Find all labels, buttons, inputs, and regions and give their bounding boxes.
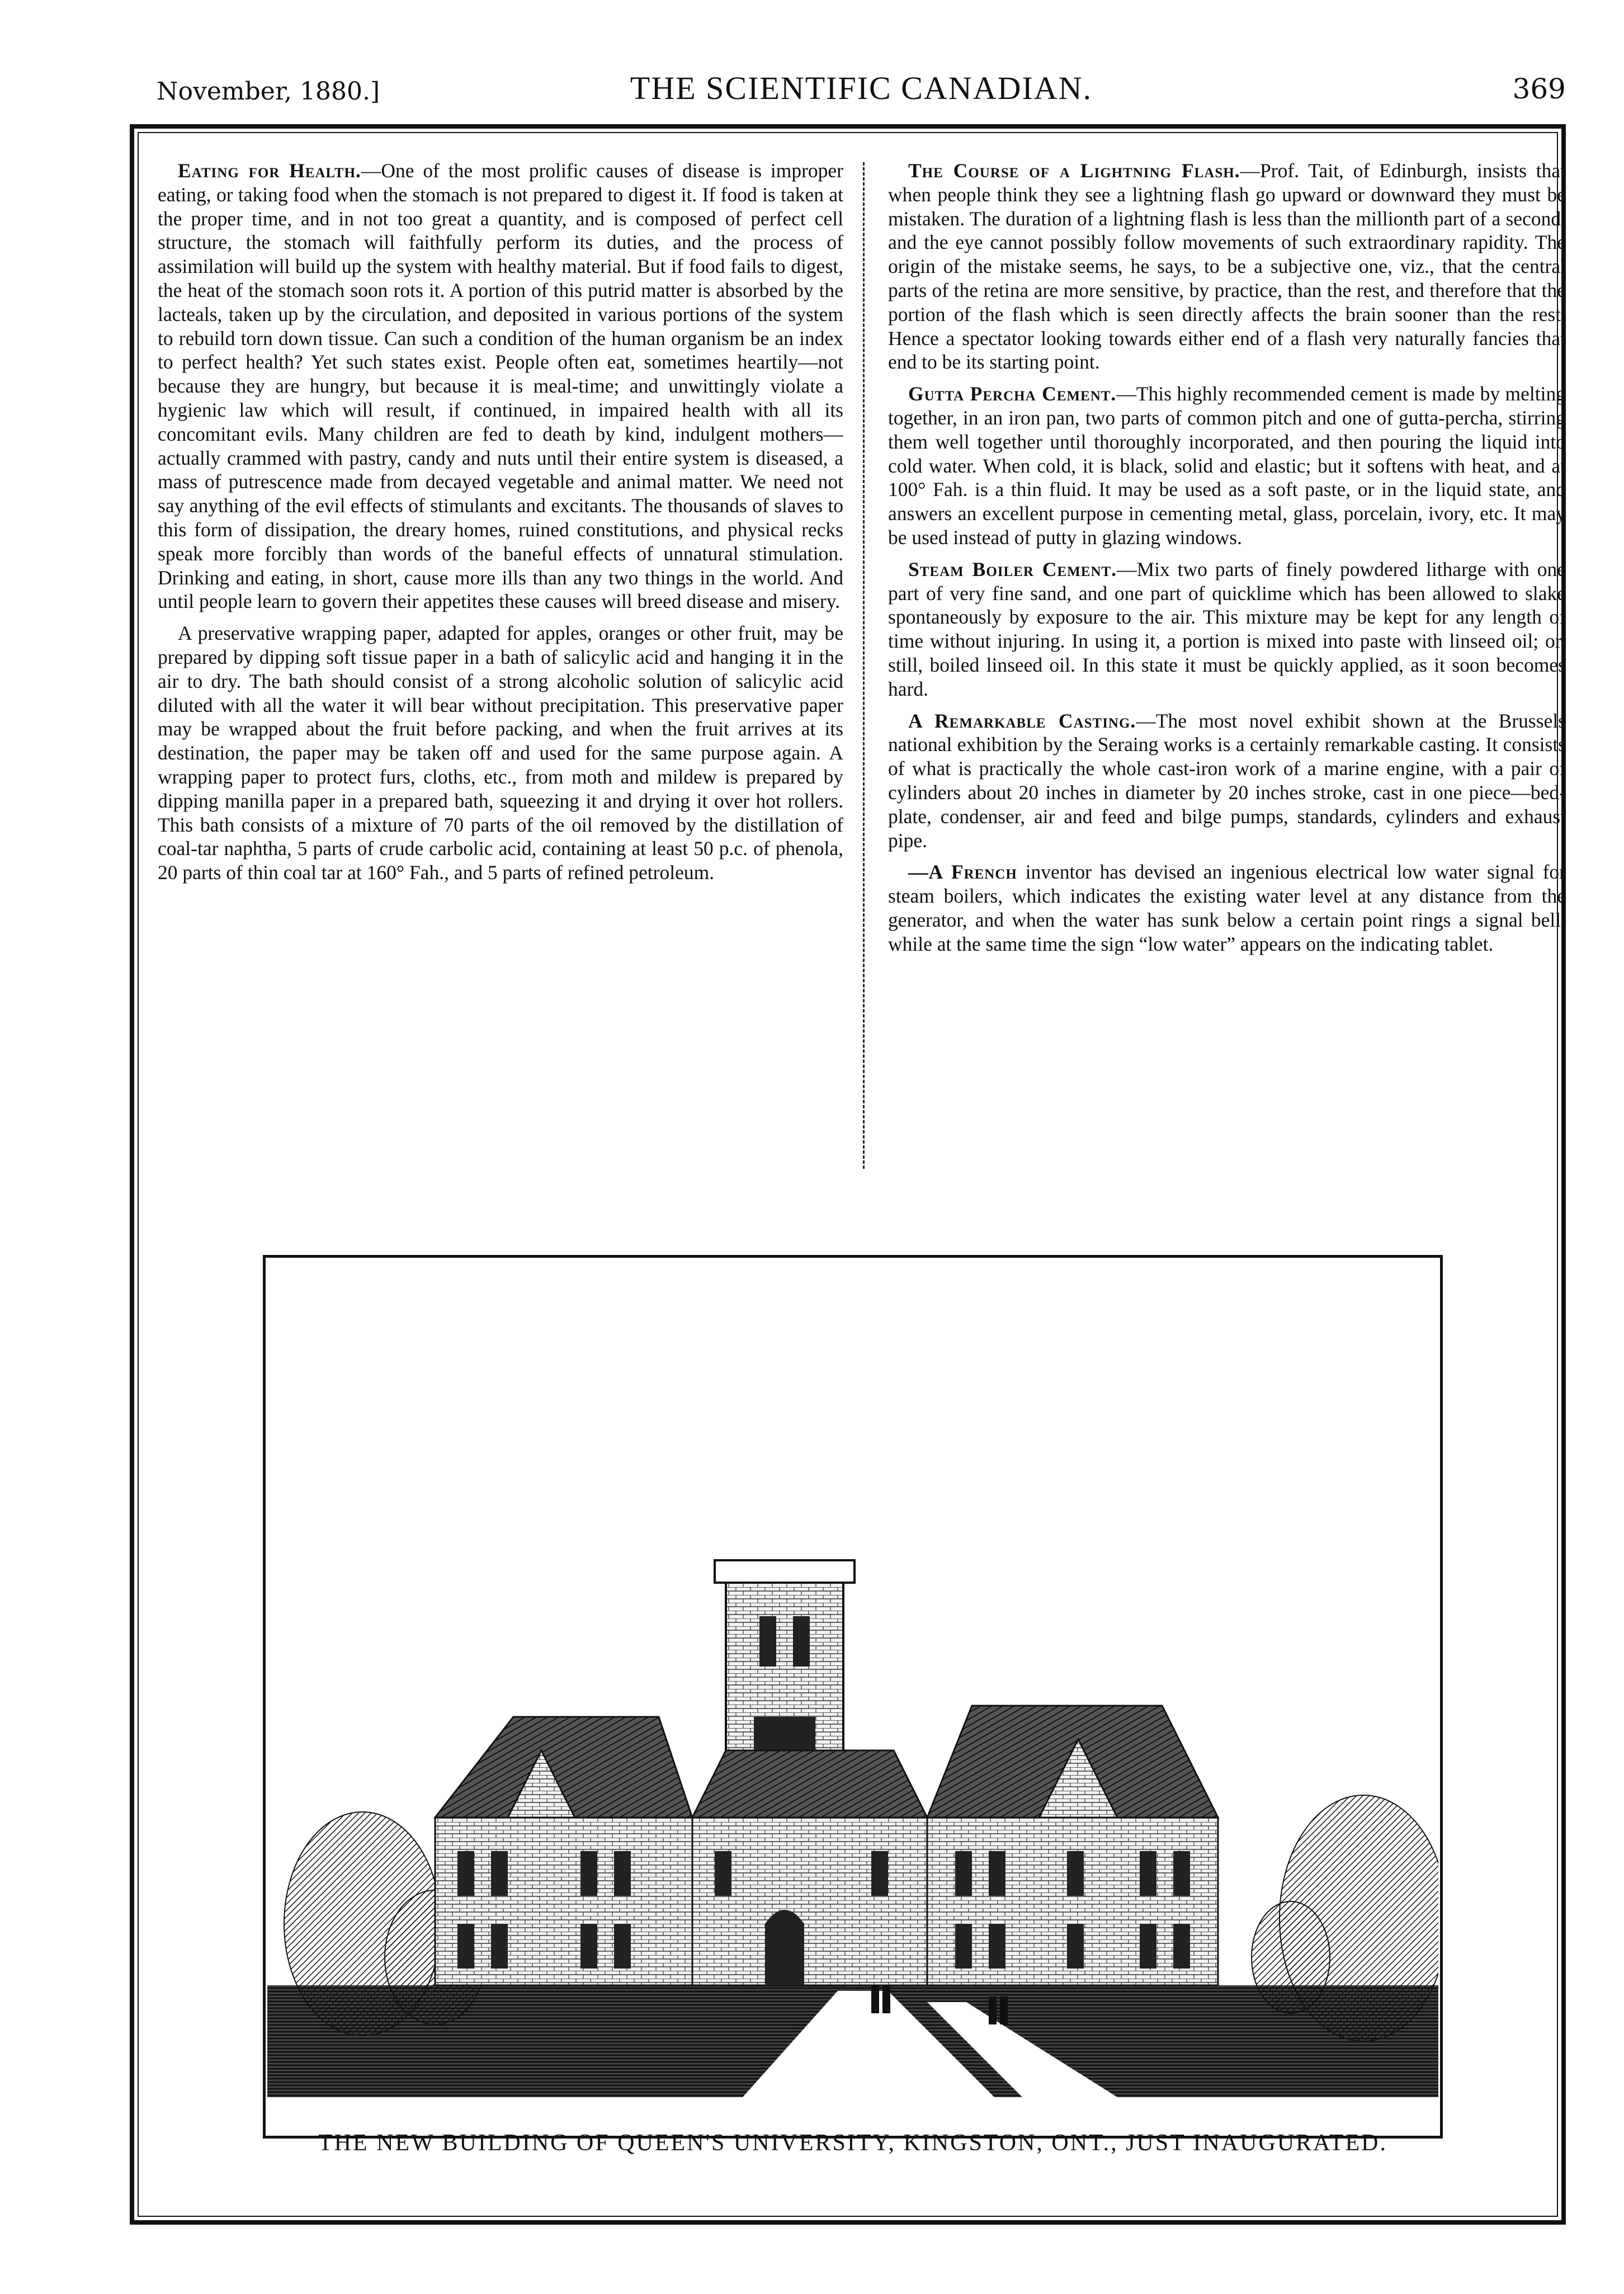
article-remarkable-casting: [888, 709, 1566, 853]
article-body: inventor has devised an ingenious electrical low water signal for steam boilers, which indicates the existing water level at any distance from the generator, and when the water has sunk below a certain point rings a signal bell, while at the same time the sign “low water” appears on the indicating tablet.: [888, 861, 1566, 955]
article-body: —Prof. Tait, of Edinburgh, insists that when people think they see a lightning flash go upward or downward they must be mistaken. The duration of a lightning flash is less than the millionth part of a second, and the eye cannot possibly follow movements of such extraordinary rapidity. The origin of the mistake seems, he says, to be a subjective one, viz., that the central parts of the retina are more sensitive, by practice, than the rest, and therefore that the portion of the flash which is seen directly affects the brain sooner than the rest. Hence a spectator looking towards either end of a flash very naturally fancies that end to be its starting point.: [888, 159, 1566, 374]
article-heading: The Course of a Lightning Flash.: [908, 159, 1240, 182]
tower-parapet: [715, 1560, 855, 1583]
article-heading: A Remarkable Casting.: [908, 709, 1136, 732]
queens-university-engraving: [267, 1258, 1438, 2097]
article-body: —This highly recommended cement is made by melting together, in an iron pan, two parts of common pitch and one of gutta-percha, stirring them well together until thoroughly incorporated, and then pouring the liquid into cold water. When cold, it is black, solid and elastic; but it softens with heat, and at 100° Fah. is a thin fluid. It may be used as a soft paste, or in the liquid state, and answers an excellent purpose in cementing metal, glass, porcelain, ivory, etc. It may be used instead of putty in glazing windows.: [888, 383, 1566, 549]
article-body: A preservative wrapping paper, adapted for apples, oranges or other fruit, may be prepared by dipping soft tissue paper in a bath of salicylic acid and hanging it in the air to dry. The bath should consist of a strong alcoholic solution of salicylic acid diluted with all the water it will bear without precipitation. This preservative paper may be wrapped about the fruit before packing, and when the fruit arrives at its destination, the paper may be taken off and used for the same purpose again. A wrapping paper to protect furs, cloths, etc., from moth and mildew is prepared by dipping manilla paper in a prepared bath, squeezing it and drying it over hot rollers. This bath consists of a mixture of 70 parts of the oil removed by the distillation of coal-tar naphtha, 5 parts of crude carbolic acid, containing at least 50 p.c. of phenola, 20 parts of thin coal tar at 160° Fah., and 5 parts of refined petroleum.: [158, 622, 843, 884]
article-low-water-signal: [888, 860, 1566, 956]
article-gutta-percha-cement: [888, 382, 1566, 550]
centre-wall: [692, 1818, 927, 1985]
column-rule: [863, 162, 865, 1169]
running-head: [157, 67, 1566, 112]
article-lightning-flash: [888, 159, 1566, 374]
article-steam-boiler-cement: [888, 558, 1566, 701]
article-heading: Gutta Percha Cement.: [908, 383, 1117, 405]
article-body: —The most novel exhibit shown at the Brussels national exhibition by the Seraing works is a certainly remarkable casting. It consists of what is practically the whole cast-iron work of a marine engine, with a pair of cylinders about 20 inches in diameter by 20 inches stroke, cast in one piece—bed-plate, condenser, air and feed and bilge pumps, standards, cylinders and exhaust pipe.: [888, 709, 1566, 852]
tower-window: [759, 1616, 776, 1667]
article-heading: Steam Boiler Cement.: [908, 558, 1117, 580]
page-number: 369: [1512, 73, 1566, 105]
article-body: —One of the most prolific causes of disease is improper eating, or taking food when the stomach is not prepared to digest it. If food is taken at the proper time, and in not too great a quantity, and is composed of perfect cell structure, the stomach will faithfully perform its duties, and the process of assimilation will build up the system with healthy material. But if food fails to digest, the heat of the stomach soon rots it. A portion of this putrid matter is absorbed by the lacteals, taken up by the circulation, and deposited in various portions of the system to rebuild torn down tissue. Can such a condition of the human organism be an index to perfect health? Yet such states exist. People often eat, sometimes heartily—not because they are hungry, but because it is meal-time; and unwittingly violate a hygienic law which will result, if continued, in impaired health with all its concomitant evils. Many children are fed to death by kind, indulgent mothers—actually crammed with pastry, candy and nuts until their entire system is diseased, a mass of putrescence made from decayed vegetable and animal matter. We need not say anything of the evil effects of stimulants and excitants. The thousands of slaves to this form of dissipation, the dreary homes, ruined constitutions, and physical recks speak more forcibly than words of the baneful effects of unnatural stimulation. Drinking and eating, in short, cause more ills than any two things in the world. And until people learn to govern their appetites these causes will breed disease and misery.: [158, 159, 843, 613]
right-column: [888, 159, 1566, 964]
tower-window: [793, 1616, 810, 1667]
figure-caption: THE NEW BUILDING OF QUEEN'S UNIVERSITY, KINGSTON, ONT., JUST INAUGURATED.: [318, 2130, 1387, 2156]
article-preservative-paper: [158, 621, 843, 885]
journal-title: THE SCIENTIFIC CANADIAN.: [630, 70, 1093, 106]
article-eating-for-health: [158, 159, 843, 613]
article-heading: —A French: [908, 861, 1017, 884]
centre-roof: [692, 1750, 927, 1818]
entrance-arch: [765, 1910, 804, 1985]
article-body: —Mix two parts of finely powdered litharge with one part of very fine sand, and one part of quicklime which has been allowed to slake spontaneously by exposure to the air. This mixture may be kept for any length of time without injuring. In using it, a portion is mixed into paste with linseed oil; or, still, boiled linseed oil. In this state it must be quickly applied, as it soon becomes hard.: [888, 558, 1566, 700]
article-heading: Eating for Health.: [178, 159, 361, 182]
left-wing-wall: [435, 1818, 698, 1985]
issue-date: November, 1880.]: [157, 77, 380, 106]
left-column: [158, 159, 843, 893]
tree-right: [1252, 1795, 1438, 2041]
